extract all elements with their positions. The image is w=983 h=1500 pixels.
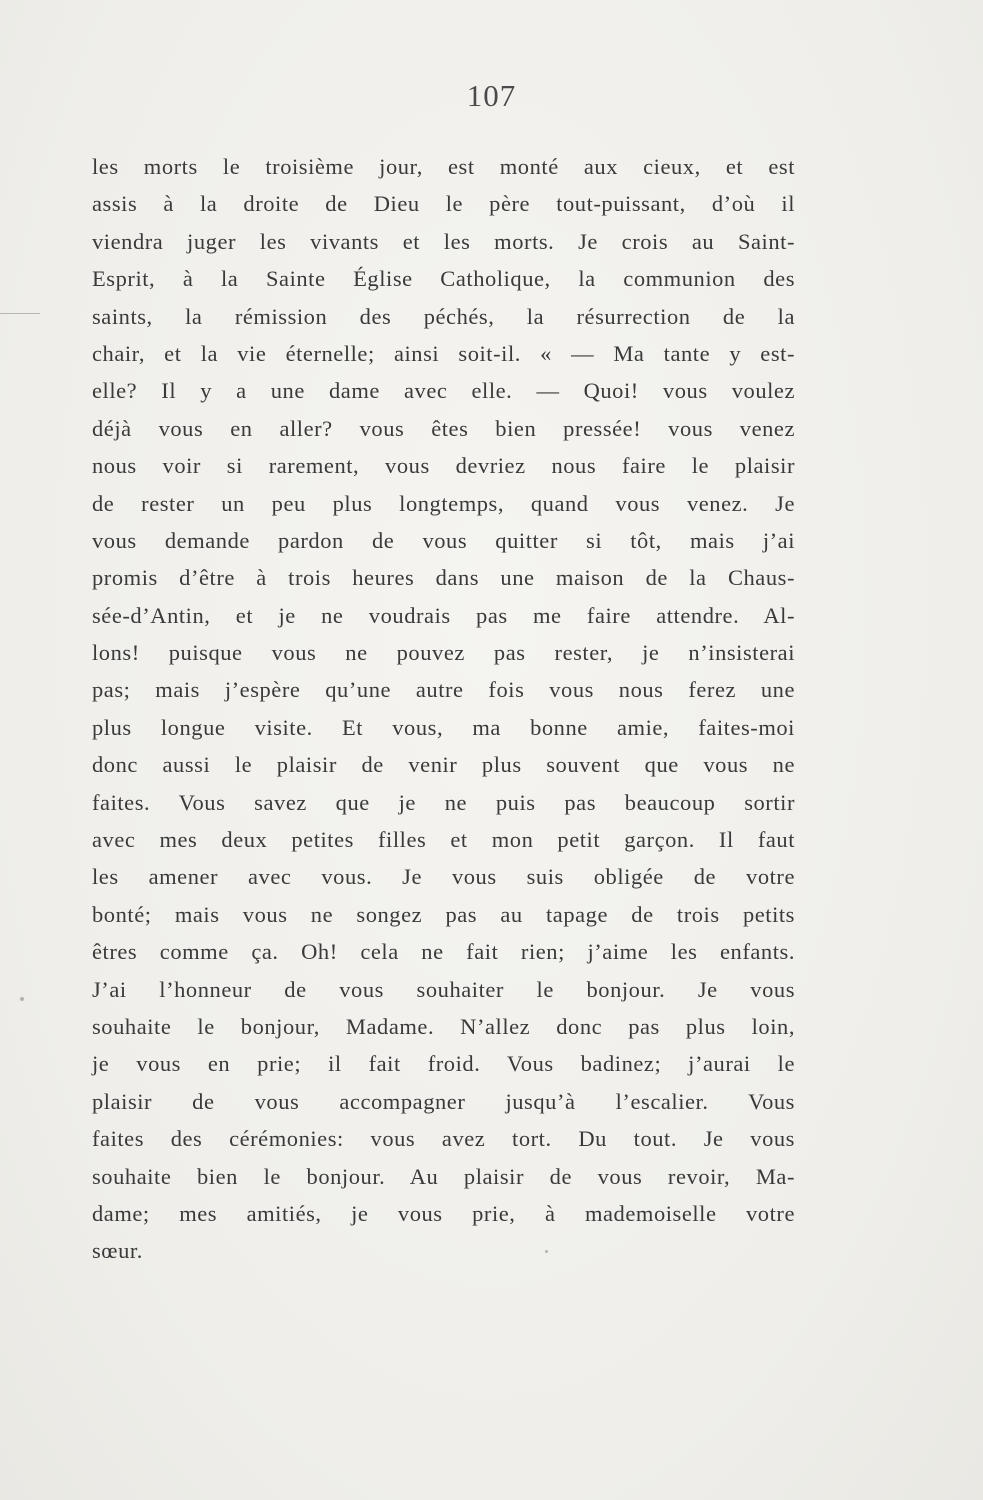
text-line: avec mes deux petites filles et mon petit garçon. Il faut bbox=[92, 827, 795, 853]
text-line: pas; mais j’espère qu’une autre fois vous nous ferez une bbox=[92, 677, 795, 703]
text-line: de rester un peu plus longtemps, quand vous venez. Je bbox=[92, 490, 795, 516]
text-line: J’ai l’honneur de vous souhaiter le bonjour. Je vous bbox=[92, 976, 795, 1002]
text-line: nous voir si rarement, vous devriez nous faire le plaisir bbox=[92, 453, 795, 479]
margin-mark bbox=[0, 313, 40, 314]
text-line: plaisir de vous accompagner jusqu’à l’escalier. Vous bbox=[92, 1088, 795, 1114]
text-line: les amener avec vous. Je vous suis obligée de votre bbox=[92, 864, 795, 890]
page-number: 107 bbox=[466, 78, 517, 113]
text-line: assis à la droite de Dieu le père tout-puissant, d’où il bbox=[92, 191, 795, 217]
text-line: sée-d’Antin, et je ne voudrais pas me faire attendre. Al- bbox=[92, 602, 795, 628]
text-line: faites. Vous savez que je ne puis pas beaucoup sortir bbox=[92, 789, 795, 815]
text-line: déjà vous en aller? vous êtes bien pressée! vous venez bbox=[92, 415, 795, 441]
body-text bbox=[92, 148, 795, 1270]
text-line: sœur. bbox=[92, 1238, 143, 1264]
text-line: elle? Il y a une dame avec elle. — Quoi! vous voulez bbox=[92, 378, 795, 404]
text-line: viendra juger les vivants et les morts. Je crois au Saint- bbox=[92, 228, 795, 254]
text-line: donc aussi le plaisir de venir plus souvent que vous ne bbox=[92, 752, 795, 778]
text-line: je vous en prie; il fait froid. Vous badinez; j’aurai le bbox=[92, 1051, 795, 1077]
text-line: saints, la rémission des péchés, la résurrection de la bbox=[92, 303, 795, 329]
text-line: souhaite le bonjour, Madame. N’allez donc pas plus loin, bbox=[92, 1013, 795, 1039]
text-line: promis d’être à trois heures dans une maison de la Chaus- bbox=[92, 565, 795, 591]
text-line: chair, et la vie éternelle; ainsi soit-il. « — Ma tante y est- bbox=[92, 340, 795, 366]
text-line: les morts le troisième jour, est monté aux cieux, et est bbox=[92, 154, 795, 179]
text-line: dame; mes amitiés, je vous prie, à mademoiselle votre bbox=[92, 1200, 795, 1226]
paper-speck bbox=[20, 997, 24, 1001]
text-line: faites des cérémonies: vous avez tort. Du tout. Je vous bbox=[92, 1126, 795, 1152]
text-line: Esprit, à la Sainte Église Catholique, la communion des bbox=[92, 266, 795, 292]
text-line: lons! puisque vous ne pouvez pas rester, je n’insisterai bbox=[92, 640, 795, 666]
text-line: souhaite bien le bonjour. Au plaisir de vous revoir, Ma- bbox=[92, 1163, 795, 1189]
text-line: vous demande pardon de vous quitter si tôt, mais j’ai bbox=[92, 527, 795, 553]
text-line: bonté; mais vous ne songez pas au tapage de trois petits bbox=[92, 901, 795, 927]
text-line: êtres comme ça. Oh! cela ne fait rien; j’aime les enfants. bbox=[92, 939, 795, 965]
text-line: plus longue visite. Et vous, ma bonne amie, faites-moi bbox=[92, 714, 795, 740]
